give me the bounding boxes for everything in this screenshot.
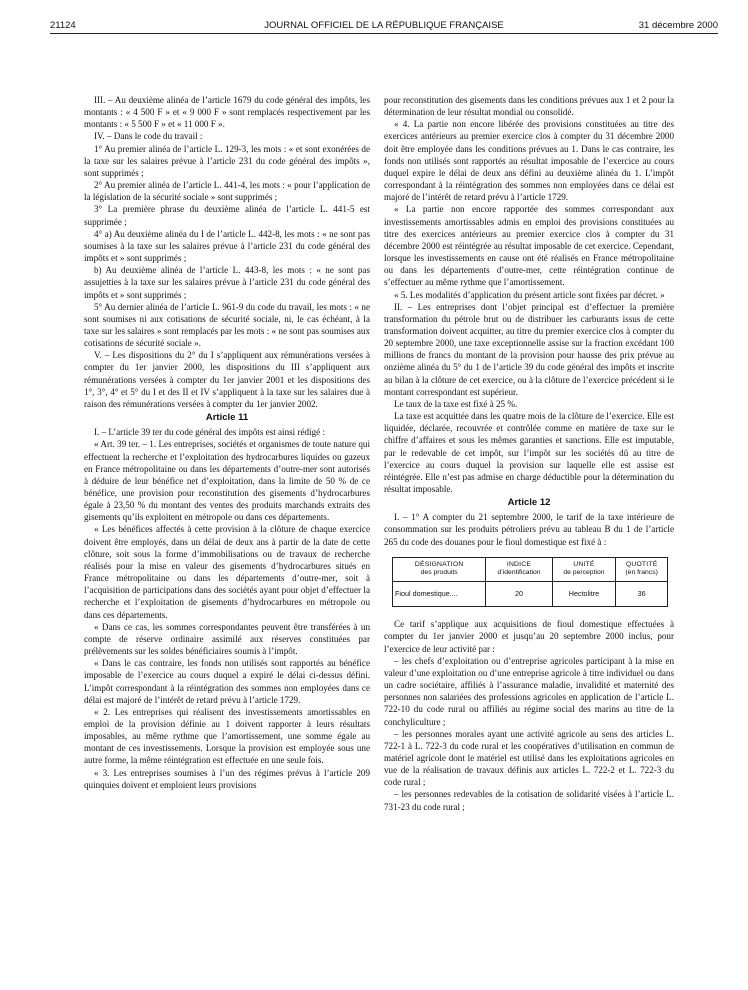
paragraph: 3° La première phrase du deuxième alinéa de l’article L. 441-5 est supprimée ;	[84, 204, 370, 227]
table-header: QUOTITÉ (en francs)	[616, 557, 668, 581]
table-cell: Hectolitre	[552, 581, 616, 607]
table-header-row	[393, 557, 668, 581]
paragraph: « 4. La partie non encore libérée des provisions constituées au titre des exercices antérieurs au premier exercice clos à compter du 31 décembre 2000 doit être employée dans les conditions prévues au 1. Dans le cas contraire, les fonds non utilisés sont rapportés au résultat imposable de l’exercice au cours duquel expire le délai de deux ans défini au deuxième alinéa du 1. L’impôt correspondant à la réintégration des sommes non employées dans ce délai est majoré de l’intérêt de retard prévu à l’article 1729.	[384, 119, 674, 203]
table-header: UNITÉ de perception	[552, 557, 616, 581]
paragraph: pour reconstitution des gisements dans les conditions prévues aux 1 et 2 pour la détermination de leur résultat mondial ou consolidé.	[384, 95, 674, 118]
paragraph: La taxe est acquittée dans les quatre mois de la clôture de l’exercice. Elle est liquidée, déclarée, recouvrée et contrôlée comme en matière de taxe sur le chiffre d’affaires et sous les mêmes garanties et sanctions. Elle est imputable, par le redevable de cet impôt, sur l’impôt sur les sociétés dû au titre de l’exercice au cours duquel la provision sur laquelle elle est assise est réintégrée. Elle n’est pas admise en charge déductible pour la détermination du résultat imposable.	[384, 411, 674, 494]
table-cell: Fioul domestique....	[393, 581, 486, 607]
paragraph: « Dans ce cas, les sommes correspondantes peuvent être transférées à un compte de réserve ordinaire assimilé aux réserves constituées par prélèvements sur les soldes bénéficiaires soumis à l’impôt.	[84, 621, 370, 657]
list-item: – les personnes morales ayant une activité agricole au sens des articles L. 722-1 à L. 722-3 du code rural et les coopératives d’utilisation en commun de matériel agricole dont le matériel est utilisé dans les exploitations agricoles en vue de la réalisation de travaux définis aux articles L. 722-2 et L. 722-3 du code rural ;	[384, 728, 674, 788]
table-header: DÉSIGNATION des produits	[393, 557, 486, 581]
left-column	[84, 94, 370, 791]
paragraph: 5° Au dernier alinéa de l’article L. 961-9 du code du travail, les mots : « ne sont soumises ni aux cotisations de sécurité sociale, ni, le cas échéant, à la taxe sur les salaires » sont remplacés par les mots : « ne sont pas soumises aux cotisations de sécurité sociale ».	[84, 301, 370, 349]
paragraph: b) Au deuxième alinéa de l’article L. 443-8, les mots : « ne sont pas assujetties à la taxe sur les salaires prévue à l’article 231 du code général des impôts et » sont supprimés ;	[84, 265, 370, 300]
tax-rate-table	[392, 557, 668, 608]
paragraph: 1° Au premier alinéa de l’article L. 129-3, les mots : « et sont exonérées de la taxe sur les salaires prévue à l’article 231 du code général des impôts », sont supprimés ;	[84, 143, 370, 178]
paragraph: 4° a) Au deuxième alinéa du I de l’article L. 442-8, les mots : « ne sont pas soumises à la taxe sur les salaires prévue à l’article 231 du code général des impôts et » sont supprimés ;	[84, 228, 370, 264]
paragraph: Ce tarif s’applique aux acquisitions de fioul domestique effectuées à compter du 1er janvier 2000 et jusqu’au 20 septembre 2000 inclus, pour l’exercice de leur activité par :	[384, 619, 674, 654]
table-cell: 36	[616, 581, 668, 607]
paragraph: IV. – Dans le code du travail :	[94, 131, 203, 142]
article-heading: Article 12	[507, 497, 551, 509]
paragraph: « 2. Les entreprises qui réalisent des investissements amortissables en emploi de la provision définie au 1 doivent rapporter à leurs résultats imposables, au même rythme que l’amortissement, une somme égale au montant de ces investissements. Lorsque la provision est employée sous une autre forme, la même réintégration est effectuée en une seule fois.	[84, 706, 370, 766]
paragraph: « 5. Les modalités d’application du présent article sont fixées par décret. »	[394, 289, 665, 300]
list-item: – les personnes redevables de la cotisation de solidarité visées à l’article L. 731-23 du code rural ;	[384, 789, 674, 812]
publication-date: 31 décembre 2000	[638, 20, 718, 31]
paragraph: I. – L’article 39 ter du code général des impôts est ainsi rédigé :	[94, 427, 325, 438]
paragraph: « Dans le cas contraire, les fonds non utilisés sont rapportés au bénéfice imposable de l’exercice au cours duquel a expiré le délai ci-dessus défini. L’impôt correspondant à la réintégration des sommes non employées dans ce délai est majoré de l’intérêt de retard prévu à l’article 1729.	[84, 658, 370, 705]
table-header: INDICE d’identification	[486, 557, 552, 581]
article-heading: Article 11	[205, 412, 249, 424]
paragraph: II. – Les entreprises dont l’objet principal est d’effectuer la première transformation du pétrole brut ou de distribuer les carburants issus de cette transformation doivent acquitter, au titre du premier exercice clos à compter du 20 septembre 2000, une taxe exceptionnelle assise sur la fraction excédant 100 millions de francs du montant de la provision pour hausse des prix prévue au onzième alinéa du 5° du 1 de l’article 39 du code général des impôts et inscrite au bilan à la clôture de cet exercice, ou à la clôture de l’exercice précédent si le montant correspondant est supérieur.	[384, 301, 674, 397]
page-header	[50, 19, 718, 34]
table-row	[393, 581, 668, 607]
paragraph: « Art. 39 ter. – 1. Les entreprises, sociétés et organismes de toute nature qui effectuent la recherche et l’exploitation des hydrocarbures liquides ou gazeux en France métropolitaine ou dans les départements d’outre-mer sont autorisés à déduire de leur bénéfice net d’exploitation, dans la limite de 50 % de ce bénéfice, une provision pour reconstitution des gisements d’hydrocarbures égale à 23,50 % du montant des ventes des produits marchands extraits des gisements qu’ils exploitent en métropole ou dans ces départements.	[84, 439, 370, 523]
list-item: – les chefs d’exploitation ou d’entreprise agricoles participant à la mise en valeur d’une exploitation ou d’une entreprise agricole à titre individuel ou dans un cadre sociétaire, affiliés à l’assurance maladie, invalidité et maternité des personnes non salariées des professions agricoles en application de l’article L. 722-10 du code rural ou affiliés au régime social des marins au titre de la conchyliculture ;	[384, 655, 674, 727]
paragraph: I. – 1° A compter du 21 septembre 2000, le tarif de la taxe intérieure de consommation sur les produits pétroliers prévu au tableau B du 1 de l’article 265 du code des douanes pour le fioul domestique est fixé à :	[384, 512, 674, 547]
right-column	[384, 94, 674, 813]
journal-title: JOURNAL OFFICIEL DE LA RÉPUBLIQUE FRANÇAISE	[264, 20, 504, 31]
page-number: 21124	[50, 20, 76, 31]
paragraph: « La partie non encore rapportée des sommes correspondant aux investissements amortissables admis en emploi des provisions constituées au titre des exercices antérieurs au premier exercice clos à compter du 31 décembre 2000 est réintégrée au résultat imposable de cet exercice. Cependant, lorsque les investissements en cause ont été réalisés en France métropolitaine ou dans les départements d’outre-mer, cette réintégration continue de s’effectuer au même rythme que l’amortissement.	[384, 204, 674, 288]
paragraph: « 3. Les entreprises soumises à l’un des régimes prévus à l’article 209 quinquies doivent et emploient leurs provisions	[84, 767, 370, 790]
paragraph: 2° Au premier alinéa de l’article L. 441-4, les mots : « pour l’application de la législation de la sécurité sociale » sont supprimés ;	[84, 180, 370, 203]
paragraph: III. – Au deuxième alinéa de l’article 1679 du code général des impôts, les montants : « 4 500 F » et « 9 000 F » sont remplacés respectivement par les montants : « 5 500 F » et « 11 000 F ».	[84, 95, 370, 130]
table-cell: 20	[486, 581, 552, 607]
paragraph: V. – Les dispositions du 2° du I s’appliquent aux rémunérations versées à compter du 1er janvier 2000, les dispositions du III s’appliquent aux rémunérations versées à compter du 1er janvier 2001 et les dispositions des 1°, 3°, 4° et 5° du I et des II et IV s’appliquent à la taxe sur les salaires due à raison des rémunérations versées à compter du 1er janvier 2002.	[84, 350, 370, 409]
paragraph: « Les bénéfices affectés à cette provision à la clôture de chaque exercice doivent être employés, dans un délai de deux ans à partir de la date de cette clôture, soit sous la forme d’immobilisations ou de travaux de recherche réalisés pour la mise en valeur des gisements d’hydrocarbures situés en France métropolitaine ou dans les départements d’outre-mer, soit à l’acquisition de participations dans des sociétés ayant pour objet d’effectuer la recherche et l’exploitation de gisements d’hydrocarbures en métropole ou dans ces départements.	[84, 524, 370, 620]
paragraph: Le taux de la taxe est fixé à 25 %.	[394, 398, 518, 409]
